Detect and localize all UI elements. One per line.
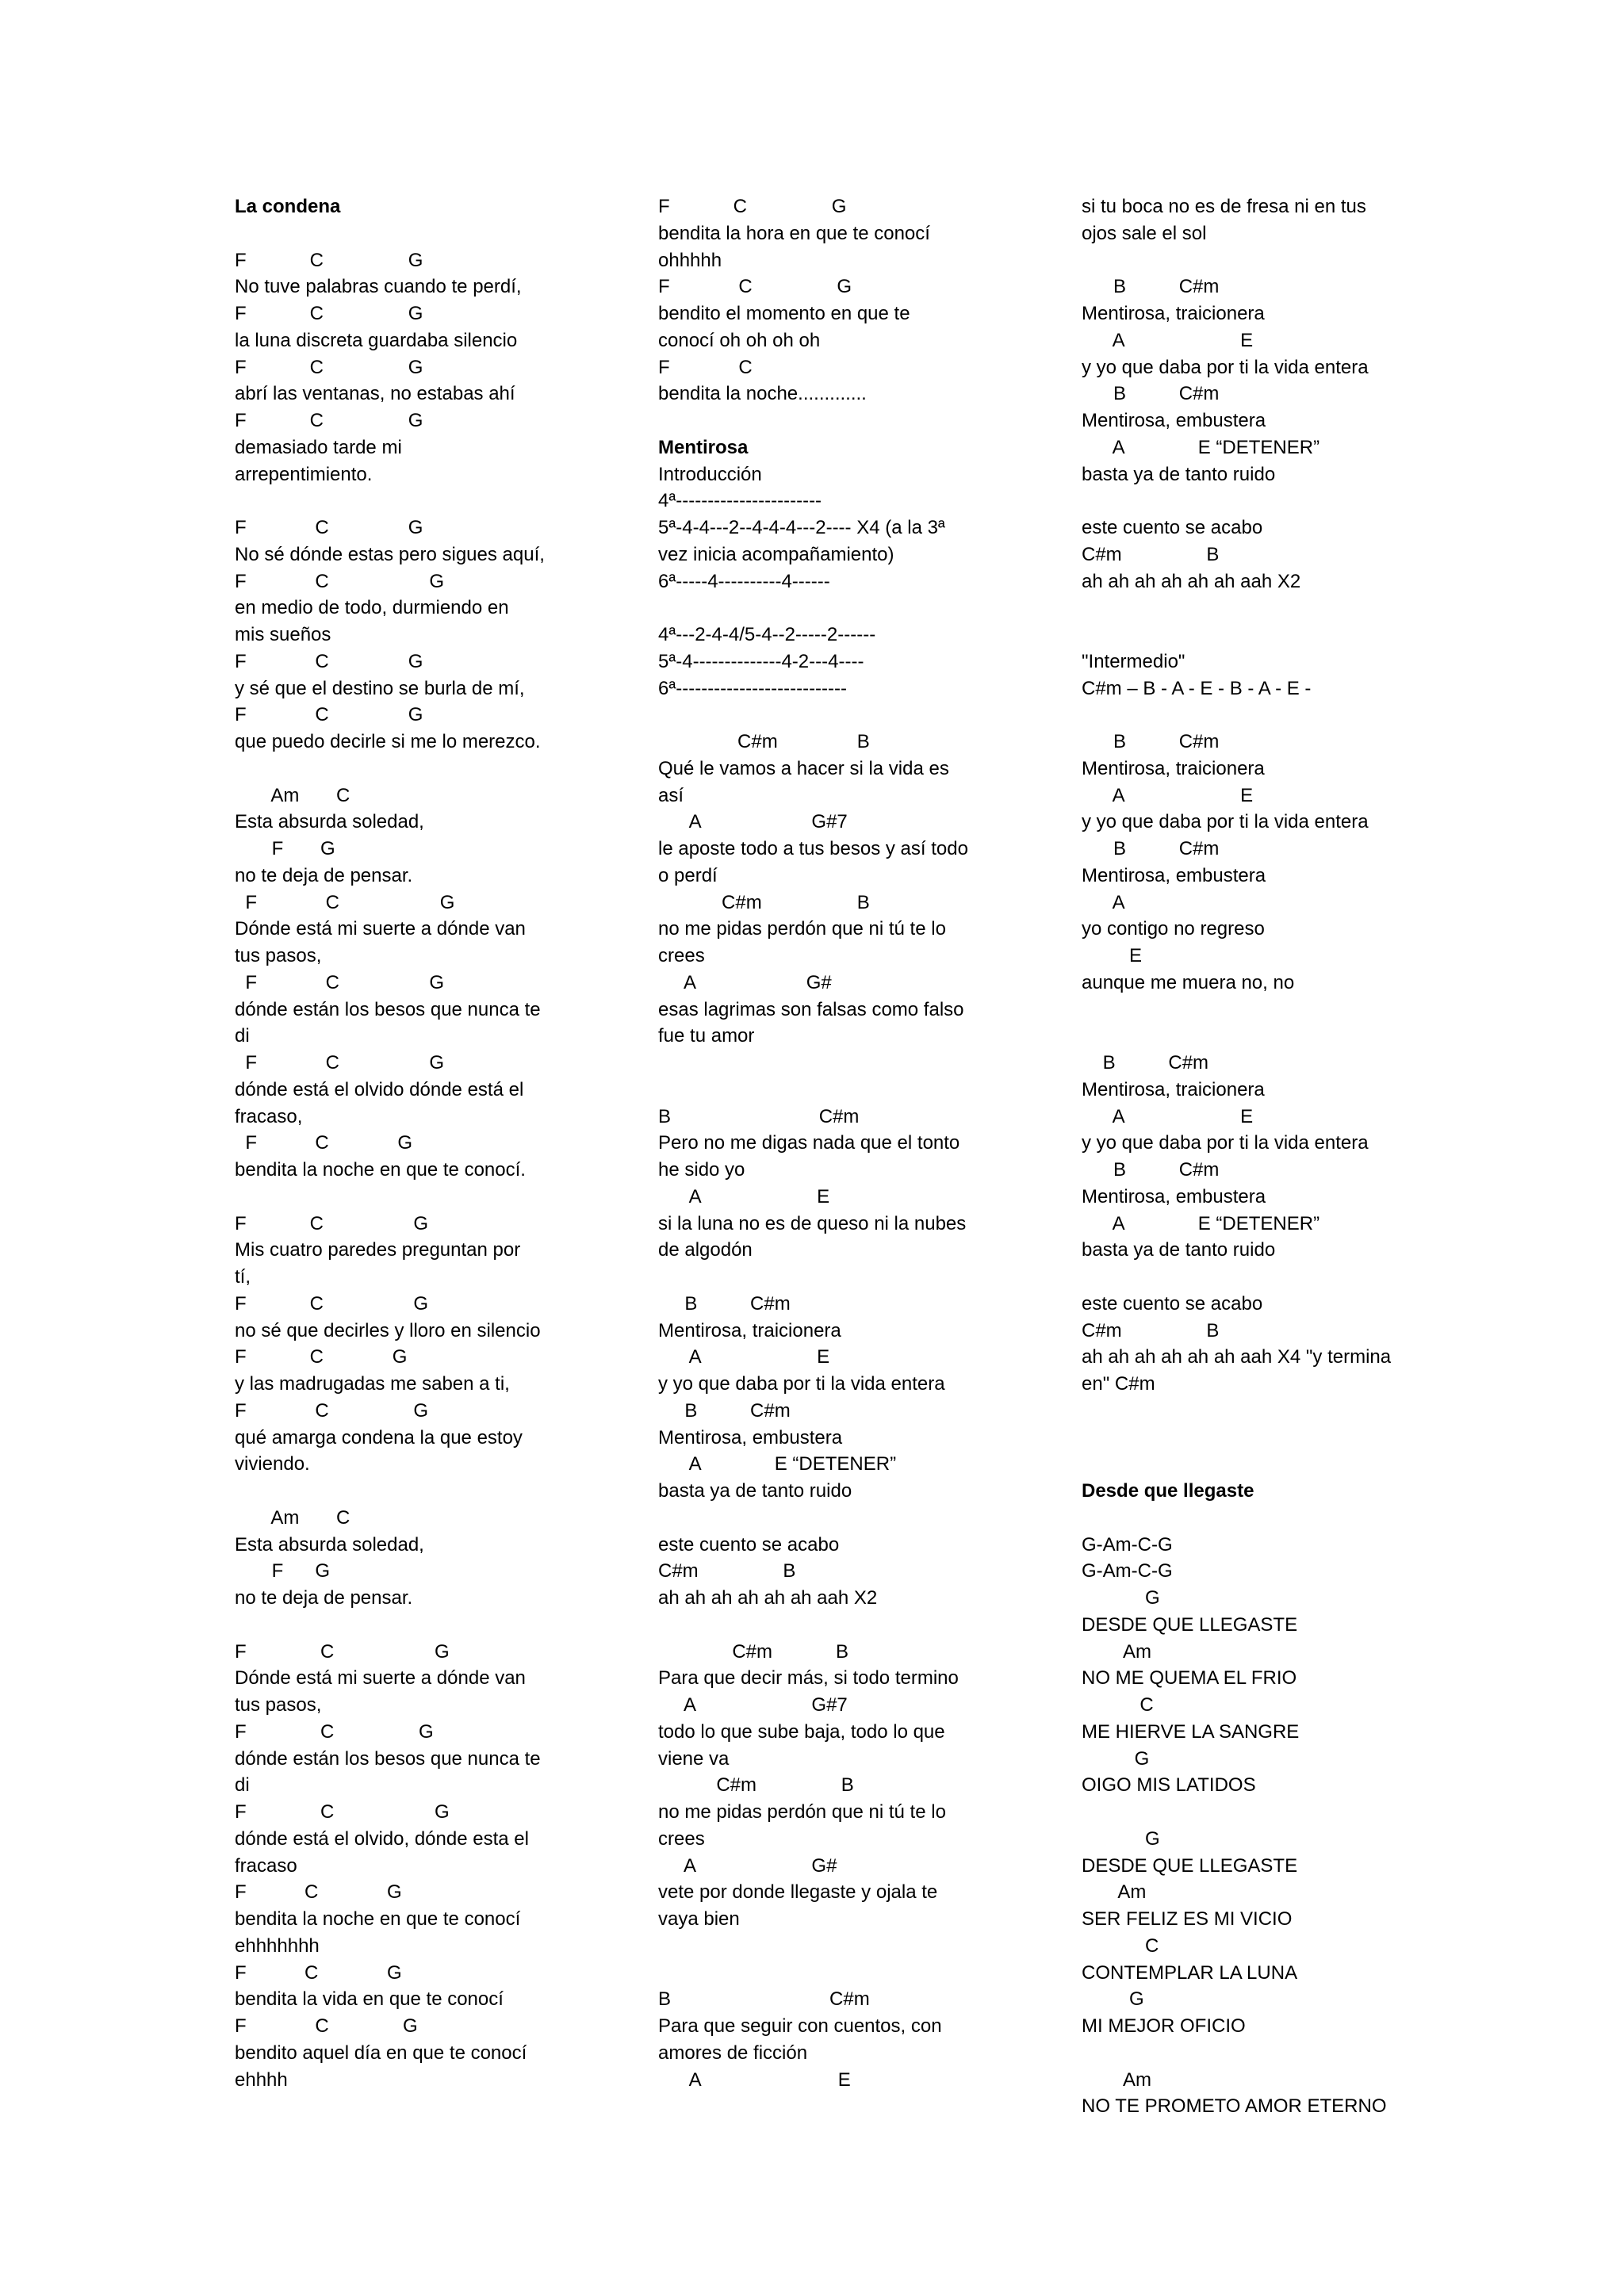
lyric-line: fracaso, (235, 1105, 303, 1127)
lyric-line: bendito el momento en que te (658, 303, 910, 324)
song-title: Mentirosa (658, 436, 749, 458)
chord-line: F C G (235, 971, 445, 993)
chord-line: C#m B (1082, 1319, 1220, 1341)
chord-line: C#m B (1082, 543, 1220, 565)
chord-line: F C G (235, 303, 423, 324)
chord-line: F C G (235, 704, 423, 726)
chord-line: F C G (235, 1212, 429, 1234)
blank-line (658, 1264, 999, 1291)
lyric-line: y yo que daba por ti la vida entera (1082, 811, 1369, 833)
lyric-line: Pero no me digas nada que el tonto (658, 1132, 960, 1154)
lyric-line: 4ª----------------------- (658, 490, 822, 512)
chord-line: F C G (235, 1720, 434, 1743)
chord-line: Am (1082, 1640, 1152, 1663)
blank-line (658, 1960, 999, 1987)
chord-line: A E (1082, 1105, 1254, 1127)
lyric-line: 5ª-4--------------4-2---4---- (658, 650, 864, 672)
lyric-line: Mentirosa, traicionera (658, 1319, 841, 1341)
song-title: La condena (235, 196, 341, 217)
lyric-line: tí, (235, 1266, 251, 1288)
lyric-line: Mentirosa, traicionera (1082, 1078, 1265, 1100)
lyric-line: arrepentimiento. (235, 463, 373, 485)
lyric-line: basta ya de tanto ruido (1082, 463, 1276, 485)
blank-line (1082, 2040, 1438, 2067)
lyric-line: esas lagrimas son falsas como falso (658, 998, 964, 1020)
blank-line (235, 1184, 576, 1211)
lyric-line: y yo que daba por ti la vida entera (1082, 356, 1369, 378)
lyric-line: Mentirosa, traicionera (1082, 757, 1265, 779)
lyric-line: y sé que el destino se burla de mí, (235, 677, 525, 699)
chord-line: F G (235, 838, 335, 859)
chord-line: A E (1082, 329, 1254, 351)
chord-line: A G#7 (658, 1694, 848, 1716)
lyric-line: Dónde está mi suerte a dónde van (235, 918, 526, 940)
lyric-line: Esta absurda soledad, (235, 811, 424, 833)
blank-line (1082, 622, 1438, 649)
chord-line: F C G (235, 1292, 429, 1314)
lyric-line: este cuento se acabo (1082, 517, 1263, 538)
lyric-line: OIGO MIS LATIDOS (1082, 1774, 1256, 1797)
lyric-line: bendita la noche en que te conocí (235, 1908, 521, 1930)
chord-line: B C#m (1082, 731, 1220, 752)
chord-line: F C G (235, 650, 423, 672)
blank-line (658, 1612, 999, 1639)
chord-line: F C G (235, 517, 423, 538)
chord-line: B C#m (658, 1292, 791, 1314)
lyric-line: o perdí (658, 864, 718, 886)
chord-line: C (1082, 1934, 1159, 1957)
chord-line: F C G (235, 1961, 402, 1984)
blank-line (235, 1478, 576, 1505)
chord-line: A E (658, 2068, 851, 2091)
chord-line: B C#m (1082, 838, 1220, 859)
lyric-line: de algodón (658, 1239, 753, 1261)
lyric-line: ehhhhhhh (235, 1934, 320, 1957)
lyric-line: No tuve palabras cuando te perdí, (235, 276, 522, 298)
blank-line (658, 595, 999, 622)
blank-line (658, 1505, 999, 1532)
blank-line (1082, 702, 1438, 729)
lyric-line: tus pasos, (235, 945, 322, 966)
chord-line: F C G (235, 570, 445, 592)
chord-line: F C G (235, 1132, 413, 1154)
chord-line: B C#m (1082, 1159, 1220, 1181)
lyric-line: fracaso (235, 1854, 297, 1877)
lyric-line: bendita la noche............. (658, 383, 867, 405)
chord-line: F C G (235, 356, 423, 378)
lyric-line: que puedo decirle si me lo merezco. (235, 731, 541, 752)
column-3 (1082, 193, 1438, 2120)
lyric-line: vez inicia acompañamiento) (658, 543, 894, 565)
chord-line: B C#m (658, 1988, 870, 2011)
chord-line: G (1082, 1747, 1150, 1770)
lyric-line: ME HIERVE LA SANGRE (1082, 1720, 1300, 1743)
blank-line (1082, 595, 1438, 622)
chord-line: G (1082, 1827, 1160, 1850)
chord-line: A G# (658, 1854, 837, 1877)
lyric-line: bendita la hora en que te conocí (658, 222, 930, 244)
lyric-line: 6ª-----4----------4------ (658, 570, 830, 592)
lyric-line: en" C#m (1082, 1373, 1155, 1395)
blank-line (235, 756, 576, 783)
lyric-line: Mentirosa, embustera (1082, 1185, 1266, 1207)
lyric-line: 5ª-4-4---2--4-4-4---2---- X4 (a la 3ª (658, 517, 945, 538)
chord-line: C#m B (658, 1640, 849, 1663)
lyric-line: Introducción (658, 463, 762, 485)
lyric-line: qué amarga condena la que estoy (235, 1426, 523, 1448)
chord-line: F C G (235, 1346, 408, 1368)
lyric-line: y yo que daba por ti la vida entera (1082, 1132, 1369, 1154)
chord-line: B C#m (1082, 383, 1220, 405)
blank-line (1082, 1425, 1438, 1452)
lyric-line: ah ah ah ah ah ah aah X2 (658, 1587, 878, 1609)
lyric-line: y yo que daba por ti la vida entera (658, 1373, 945, 1395)
lyric-line: "Intermedio" (1082, 650, 1185, 672)
lyric-line: vete por donde llegaste y ojala te (658, 1881, 938, 1904)
lyric-line: Mis cuatro paredes preguntan por (235, 1239, 521, 1261)
lyric-line: A E “DETENER” (1082, 436, 1320, 458)
chord-line: F C (658, 356, 753, 378)
lyric-line: fue tu amor (658, 1025, 755, 1047)
chord-line: Am (1082, 2068, 1152, 2091)
lyric-line: No sé dónde estas pero sigues aquí, (235, 543, 545, 565)
lyric-line: A E “DETENER” (1082, 1212, 1320, 1234)
lyric-line: si la luna no es de queso ni la nubes (658, 1212, 967, 1234)
lyric-line: 4ª---2-4-4/5-4--2-----2------ (658, 624, 876, 645)
lyric-line: este cuento se acabo (658, 1533, 840, 1556)
lyric-line: crees (658, 945, 705, 966)
lyric-line: no me pidas perdón que ni tú te lo (658, 918, 946, 940)
chord-line: A (1082, 891, 1125, 913)
chord-line: B C#m (1082, 276, 1220, 298)
lyric-line: Mentirosa, embustera (1082, 864, 1266, 886)
lyric-line: DESDE QUE LLEGASTE (1082, 1854, 1298, 1877)
lyric-line: crees (658, 1827, 705, 1850)
lyric-line: DESDE QUE LLEGASTE (1082, 1613, 1298, 1636)
lyric-line: Esta absurda soledad, (235, 1533, 424, 1556)
blank-line (658, 1077, 999, 1104)
chord-line: G-Am-C-G (1082, 1560, 1173, 1582)
lyric-line: Mentirosa, traicionera (1082, 303, 1265, 324)
lyric-line: dónde están los besos que nunca te (235, 998, 541, 1020)
blank-line (658, 408, 999, 434)
lyric-line: 6ª--------------------------- (658, 677, 848, 699)
lyric-line: dónde está el olvido, dónde esta el (235, 1827, 529, 1850)
chord-line: G (1082, 1988, 1144, 2011)
lyric-line: amores de ficción (658, 2042, 808, 2064)
blank-line (1082, 1505, 1438, 1532)
lyric-line: Qué le vamos a hacer si la vida es (658, 757, 949, 779)
blank-line (235, 1612, 576, 1639)
lyric-line: así (658, 784, 684, 806)
lyric-line: basta ya de tanto ruido (1082, 1239, 1276, 1261)
lyric-line: no sé que decirles y lloro en silencio (235, 1319, 541, 1341)
chord-line: G (1082, 1587, 1160, 1609)
lyric-line: ah ah ah ah ah ah aah X4 "y termina (1082, 1346, 1392, 1368)
blank-line (658, 702, 999, 729)
column-1 (235, 193, 576, 2093)
blank-line (1082, 488, 1438, 515)
lyric-line: en medio de todo, durmiendo en (235, 597, 509, 619)
blank-line (235, 220, 576, 247)
lyric-line: ah ah ah ah ah ah aah X2 (1082, 570, 1301, 592)
chord-line: F C G (235, 1640, 450, 1663)
chord-line: F C G (658, 196, 847, 217)
blank-line (1082, 247, 1438, 274)
lyric-line: NO ME QUEMA EL FRIO (1082, 1667, 1297, 1689)
chord-line: A E (1082, 784, 1254, 806)
lyric-line: dónde está el olvido dónde está el (235, 1078, 524, 1100)
chord-line: F C G (235, 1881, 402, 1904)
lyric-line: viviendo. (235, 1453, 310, 1475)
lyric-line: basta ya de tanto ruido (658, 1480, 852, 1502)
chord-line: C#m B (658, 891, 870, 913)
lyric-line: bendito aquel día en que te conocí (235, 2042, 527, 2064)
lyric-line: Para que decir más, si todo termino (658, 1667, 959, 1689)
chord-line: B C#m (1082, 1052, 1209, 1073)
chord-line: C#m B (658, 731, 870, 752)
lyric-line: y las madrugadas me saben a ti, (235, 1373, 510, 1395)
lyric-line: bendita la vida en que te conocí (235, 1988, 504, 2011)
lyric-line: mis sueños (235, 624, 331, 645)
column-2 (658, 193, 999, 2093)
lyric-line: tus pasos, (235, 1694, 322, 1716)
lyric-line: di (235, 1774, 250, 1797)
chord-line: F C G (235, 410, 423, 431)
lyric-line: bendita la noche en que te conocí. (235, 1159, 526, 1181)
blank-line (1082, 1799, 1438, 1826)
chord-line: F C G (235, 249, 423, 271)
chord-line: C#m B (658, 1560, 796, 1582)
chord-line: C (1082, 1694, 1154, 1716)
blank-line (1082, 1398, 1438, 1425)
chord-line: F C G (235, 891, 455, 913)
lyric-line: abrí las ventanas, no estabas ahí (235, 383, 515, 405)
lyric-line: todo lo que sube baja, todo lo que (658, 1720, 945, 1743)
lyric-line: he sido yo (658, 1159, 745, 1181)
lyric-line: demasiado tarde mi (235, 436, 402, 458)
chord-line: E (1082, 945, 1143, 966)
lyric-line: no te deja de pensar. (235, 1587, 413, 1609)
lyric-line: CONTEMPLAR LA LUNA (1082, 1961, 1298, 1984)
lyric-line: la luna discreta guardaba silencio (235, 329, 518, 351)
blank-line (1082, 1451, 1438, 1478)
lyric-line: aunque me muera no, no (1082, 971, 1295, 993)
blank-line (235, 488, 576, 515)
chord-line: Am C (235, 1506, 350, 1529)
chord-line: G-Am-C-G (1082, 1533, 1173, 1556)
lyric-line: vaya bien (658, 1908, 740, 1930)
blank-line (1082, 1023, 1438, 1050)
lyric-line: no te deja de pensar. (235, 864, 413, 886)
blank-line (658, 1050, 999, 1077)
chord-line: C#m B (658, 1774, 854, 1797)
lyric-line: yo contigo no regreso (1082, 918, 1265, 940)
lyric-line: si tu boca no es de fresa ni en tus (1082, 196, 1366, 217)
chord-line: C#m – B - A - E - B - A - E - (1082, 677, 1312, 699)
chord-line: F C G (235, 1052, 445, 1073)
lyric-line: ehhhh (235, 2068, 288, 2091)
chord-line: B C#m (658, 1105, 860, 1127)
chord-line: Am (1082, 1881, 1147, 1904)
blank-line (658, 1933, 999, 1960)
blank-line (1082, 1264, 1438, 1291)
lyric-line: no me pidas perdón que ni tú te lo (658, 1801, 946, 1823)
lyric-line: Mentirosa, embustera (658, 1426, 843, 1448)
lyric-line: Dónde está mi suerte a dónde van (235, 1667, 526, 1689)
chord-line: A G# (658, 971, 832, 993)
chord-line: B C#m (658, 1399, 791, 1422)
chord-line: F G (235, 1560, 331, 1582)
blank-line (1082, 997, 1438, 1024)
lyric-line: le aposte todo a tus besos y así todo (658, 838, 968, 859)
lyric-line: dónde están los besos que nunca te (235, 1747, 541, 1770)
lyric-line: ohhhhh (658, 249, 722, 271)
chord-line: F C G (235, 1801, 450, 1823)
lyric-line: Mentirosa, embustera (1082, 410, 1266, 431)
chord-line: A G#7 (658, 811, 848, 833)
lyric-line: conocí oh oh oh oh (658, 329, 821, 351)
lyric-line: este cuento se acabo (1082, 1292, 1263, 1314)
chord-line: A E (658, 1185, 830, 1207)
song-title: Desde que llegaste (1082, 1480, 1254, 1502)
lyric-line: Para que seguir con cuentos, con (658, 2015, 942, 2037)
chord-line: F C G (235, 1399, 429, 1422)
lyric-line: ojos sale el sol (1082, 222, 1207, 244)
lyric-line: SER FELIZ ES MI VICIO (1082, 1908, 1293, 1930)
lyric-line: viene va (658, 1747, 730, 1770)
chord-line: F C G (235, 2015, 418, 2037)
chord-line: F C G (658, 276, 852, 298)
lyric-line: NO TE PROMETO AMOR ETERNO (1082, 2095, 1387, 2118)
lyric-line: MI MEJOR OFICIO (1082, 2015, 1246, 2037)
lyric-line: di (235, 1025, 250, 1047)
chord-line: A E (658, 1346, 830, 1368)
lyric-line: A E “DETENER” (658, 1453, 897, 1475)
chord-line: Am C (235, 784, 350, 806)
